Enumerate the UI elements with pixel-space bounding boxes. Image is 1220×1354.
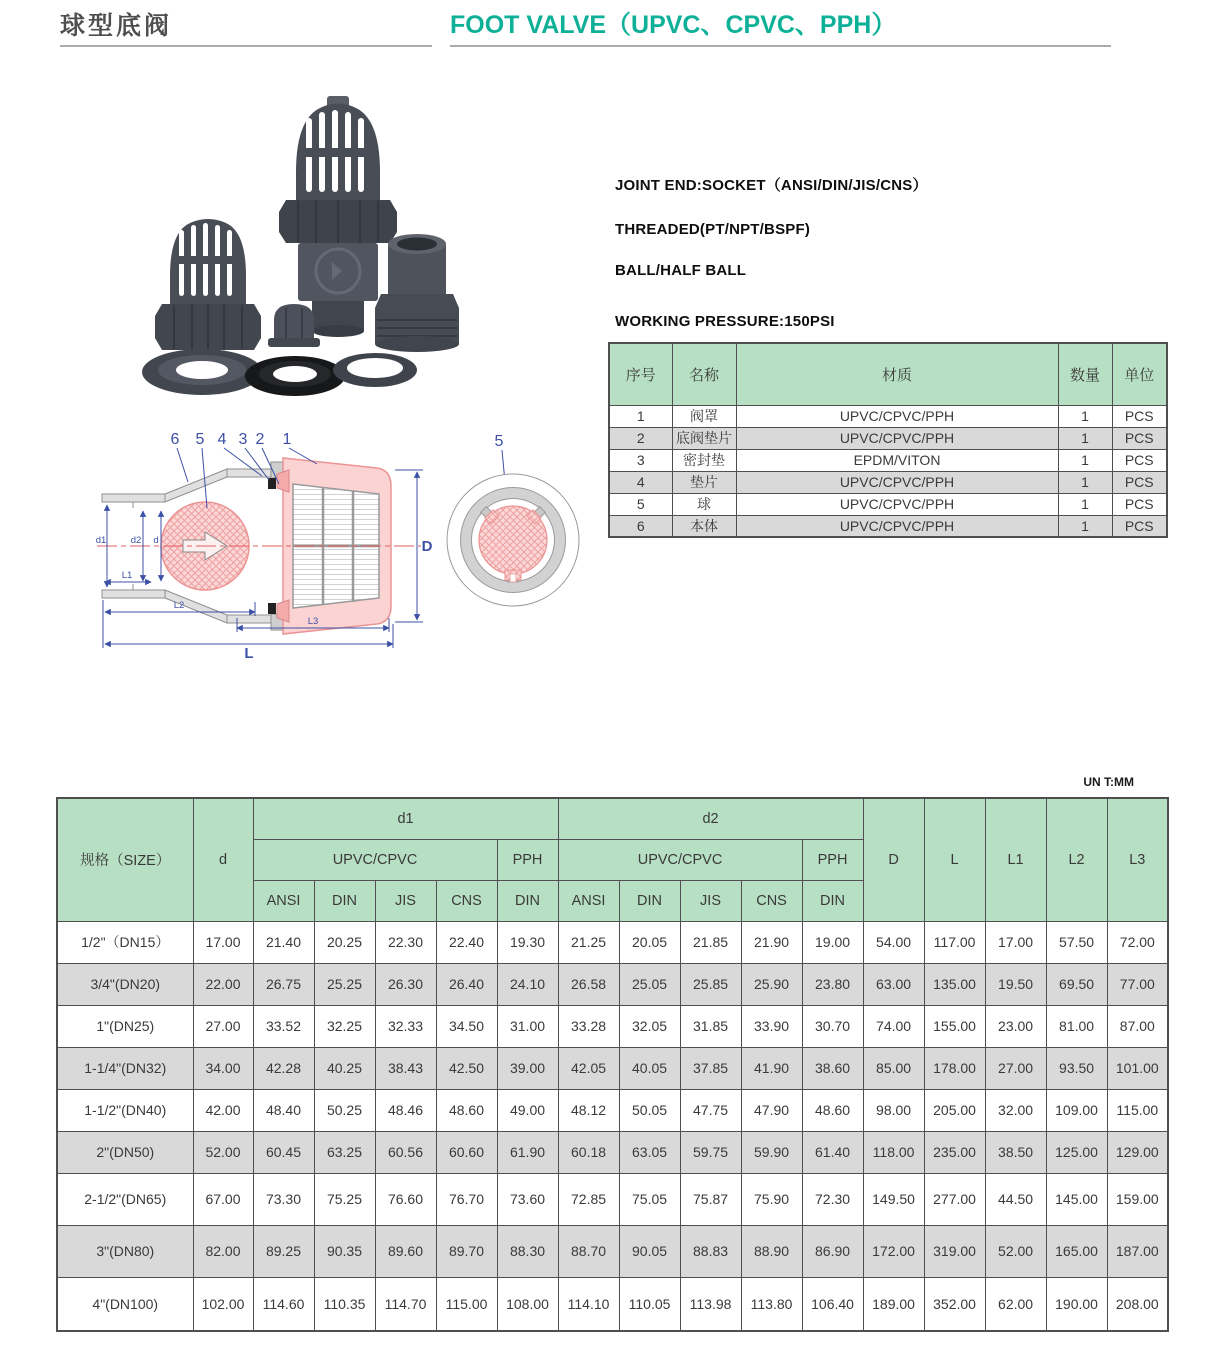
spec-joint-end: JOINT END:SOCKET（ANSI/DIN/JIS/CNS） [615,177,928,194]
dims-d1-pph-din: DIN [497,880,558,921]
table-cell: 62.00 [985,1277,1046,1331]
table-cell: 32.00 [985,1089,1046,1131]
table-cell: 17.00 [193,921,253,963]
table-cell: 81.00 [1046,1005,1107,1047]
parts-table [608,342,1168,538]
table-cell: 24.10 [497,963,558,1005]
table-cell: 38.60 [802,1047,863,1089]
table-cell: 114.60 [253,1277,314,1331]
table-cell: UPVC/CPVC/PPH [736,493,1058,515]
table-cell: 113.98 [680,1277,741,1331]
table-cell: 2 [609,427,672,449]
table-cell: 22.30 [375,921,436,963]
table-cell: 33.28 [558,1005,619,1047]
dims-d2-jis: JIS [680,880,741,921]
callout-4: 4 [217,431,227,448]
table-cell: PCS [1112,515,1167,537]
gaskets-illustration [142,349,417,396]
table-cell: 149.50 [863,1173,924,1225]
table-cell: 48.46 [375,1089,436,1131]
table-cell: 3"(DN80) [57,1225,193,1277]
small-strainer-illustration [155,219,261,350]
table-cell: 20.25 [314,921,375,963]
table-cell: 69.50 [1046,963,1107,1005]
table-cell: 27.00 [193,1005,253,1047]
table-cell: 113.80 [741,1277,802,1331]
table-cell: 208.00 [1107,1277,1168,1331]
table-cell: 42.28 [253,1047,314,1089]
table-cell: 61.40 [802,1131,863,1173]
table-row [609,405,1167,427]
table-cell: 82.00 [193,1225,253,1277]
table-cell: 2"(DN50) [57,1131,193,1173]
table-row [57,1131,1168,1173]
table-cell: 75.05 [619,1173,680,1225]
table-cell: 49.00 [497,1089,558,1131]
table-cell: 110.05 [619,1277,680,1331]
table-row [57,963,1168,1005]
spec-ball: BALL/HALF BALL [615,262,747,279]
table-cell: PCS [1112,427,1167,449]
table-cell: 87.00 [1107,1005,1168,1047]
table-cell: 40.25 [314,1047,375,1089]
table-cell: 47.90 [741,1089,802,1131]
parts-col-unit: 单位 [1112,343,1167,405]
table-cell: 2-1/2"(DN65) [57,1173,193,1225]
table-cell: 102.00 [193,1277,253,1331]
table-cell: 1-1/2"(DN40) [57,1089,193,1131]
table-cell: 110.35 [314,1277,375,1331]
dims-col-d: d [193,798,253,921]
table-cell: 42.05 [558,1047,619,1089]
table-cell: 109.00 [1046,1089,1107,1131]
table-cell: 球 [672,493,736,515]
dims-d2-cns: CNS [741,880,802,921]
dims-d1-cns: CNS [436,880,497,921]
table-cell: 85.00 [863,1047,924,1089]
table-cell: 86.90 [802,1225,863,1277]
table-cell: 23.80 [802,963,863,1005]
dims-d2-din: DIN [619,880,680,921]
table-cell: 47.75 [680,1089,741,1131]
table-cell: 114.10 [558,1277,619,1331]
table-cell: 159.00 [1107,1173,1168,1225]
table-cell: 17.00 [985,921,1046,963]
table-cell: 阀罩 [672,405,736,427]
table-cell: 1 [1058,493,1112,515]
table-cell: 77.00 [1107,963,1168,1005]
table-cell: 88.70 [558,1225,619,1277]
parts-col-qty: 数量 [1058,343,1112,405]
table-cell: 172.00 [863,1225,924,1277]
dims-d1-jis: JIS [375,880,436,921]
table-cell: 33.90 [741,1005,802,1047]
table-cell: 48.60 [802,1089,863,1131]
table-cell: 59.90 [741,1131,802,1173]
table-cell: 21.90 [741,921,802,963]
spec-threaded: THREADED(PT/NPT/BSPF) [615,221,811,238]
table-cell: 165.00 [1046,1225,1107,1277]
dim-L: L [244,645,254,662]
table-cell: 25.25 [314,963,375,1005]
table-cell: 32.25 [314,1005,375,1047]
dims-col-L1: L1 [985,798,1046,921]
table-cell: 205.00 [924,1089,985,1131]
table-cell: 5 [609,493,672,515]
table-cell: 89.25 [253,1225,314,1277]
table-cell: 74.00 [863,1005,924,1047]
parts-header-row [609,343,1167,405]
table-cell: 3/4"(DN20) [57,963,193,1005]
callout-2: 2 [255,431,265,448]
end-view [447,474,579,606]
table-row [609,471,1167,493]
table-cell: 52.00 [193,1131,253,1173]
table-cell: 75.90 [741,1173,802,1225]
callout-6: 6 [170,431,180,448]
table-cell: UPVC/CPVC/PPH [736,405,1058,427]
table-cell: 93.50 [1046,1047,1107,1089]
table-cell: 19.50 [985,963,1046,1005]
dims-d2-pph-din: DIN [802,880,863,921]
dims-col-D: D [863,798,924,921]
table-cell: 44.50 [985,1173,1046,1225]
dims-d1-upvc: UPVC/CPVC [253,839,497,880]
dims-d2-upvc: UPVC/CPVC [558,839,802,880]
table-cell: 50.05 [619,1089,680,1131]
table-cell: 101.00 [1107,1047,1168,1089]
table-cell: 52.00 [985,1225,1046,1277]
spec-working-pressure: WORKING PRESSURE:150PSI [615,313,835,330]
page-title-en: FOOT VALVE（UPVC、CPVC、PPH） [450,11,897,39]
socket-adapter-illustration [375,234,459,352]
table-cell: 352.00 [924,1277,985,1331]
dim-d1: d1 [95,535,107,546]
table-cell: 59.75 [680,1131,741,1173]
title-underline-left [60,45,432,47]
table-cell: 1-1/4"(DN32) [57,1047,193,1089]
table-cell: 89.60 [375,1225,436,1277]
table-cell: PCS [1112,405,1167,427]
table-cell: 48.12 [558,1089,619,1131]
table-cell: 22.40 [436,921,497,963]
table-cell: 125.00 [1046,1131,1107,1173]
table-cell: 98.00 [863,1089,924,1131]
table-cell: 118.00 [863,1131,924,1173]
dims-d1-pph: PPH [497,839,558,880]
table-cell: 277.00 [924,1173,985,1225]
dims-col-L: L [924,798,985,921]
table-row [57,921,1168,963]
table-cell: 4 [609,471,672,493]
title-underline-right [450,45,1111,47]
table-cell: 41.90 [741,1047,802,1089]
table-cell: 155.00 [924,1005,985,1047]
table-cell: 1"(DN25) [57,1005,193,1047]
table-cell: 145.00 [1046,1173,1107,1225]
table-cell: 4"(DN100) [57,1277,193,1331]
table-cell: 189.00 [863,1277,924,1331]
table-cell: 42.00 [193,1089,253,1131]
table-cell: 34.50 [436,1005,497,1047]
table-cell: 1 [609,405,672,427]
table-cell: 19.00 [802,921,863,963]
table-cell: 235.00 [924,1131,985,1173]
table-cell: 117.00 [924,921,985,963]
table-cell: 25.05 [619,963,680,1005]
table-cell: 129.00 [1107,1131,1168,1173]
table-cell: 106.40 [802,1277,863,1331]
table-cell: 88.30 [497,1225,558,1277]
table-cell: 48.40 [253,1089,314,1131]
dim-L3: L3 [307,616,319,627]
table-cell: 38.43 [375,1047,436,1089]
table-cell: 32.33 [375,1005,436,1047]
table-cell: 26.75 [253,963,314,1005]
dims-group-d2: d2 [558,798,863,839]
dimensions-table [56,797,1169,1332]
table-cell: 20.05 [619,921,680,963]
table-cell: 88.83 [680,1225,741,1277]
table-cell: 1 [1058,471,1112,493]
table-cell: EPDM/VITON [736,449,1058,471]
table-cell: 76.60 [375,1173,436,1225]
table-cell: PCS [1112,471,1167,493]
dims-col-L3: L3 [1107,798,1168,921]
table-cell: UPVC/CPVC/PPH [736,427,1058,449]
unit-note: UN T:MM [1083,775,1134,789]
table-cell: 42.50 [436,1047,497,1089]
dims-header-row-1 [57,798,1168,839]
table-cell: 60.45 [253,1131,314,1173]
table-cell: 34.00 [193,1047,253,1089]
table-row [57,1173,1168,1225]
table-cell: 114.70 [375,1277,436,1331]
parts-col-material: 材质 [736,343,1058,405]
table-cell: 67.00 [193,1173,253,1225]
table-cell: 40.05 [619,1047,680,1089]
table-cell: PCS [1112,493,1167,515]
table-cell: 63.05 [619,1131,680,1173]
table-cell: 23.00 [985,1005,1046,1047]
table-cell: 89.70 [436,1225,497,1277]
dim-d: d [153,535,159,546]
table-cell: 108.00 [497,1277,558,1331]
table-cell: 39.00 [497,1047,558,1089]
table-cell: 31.00 [497,1005,558,1047]
table-cell: 115.00 [436,1277,497,1331]
table-cell: PCS [1112,449,1167,471]
table-cell: 底阀垫片 [672,427,736,449]
page-title-cn: 球型底阀 [60,12,173,40]
table-cell: 本体 [672,515,736,537]
table-cell: 135.00 [924,963,985,1005]
table-cell: 75.25 [314,1173,375,1225]
table-cell: 72.30 [802,1173,863,1225]
technical-drawing [55,412,605,680]
table-cell: 75.87 [680,1173,741,1225]
table-cell: 319.00 [924,1225,985,1277]
table-cell: 6 [609,515,672,537]
table-cell: 26.58 [558,963,619,1005]
dim-d2: d2 [130,535,142,546]
table-cell: 21.40 [253,921,314,963]
dims-d1-ansi: ANSI [253,880,314,921]
table-row [609,515,1167,537]
table-cell: UPVC/CPVC/PPH [736,515,1058,537]
table-row [609,427,1167,449]
table-cell: 90.05 [619,1225,680,1277]
callout-3: 3 [238,431,248,448]
table-cell: 25.90 [741,963,802,1005]
table-cell: 1/2"（DN15） [57,921,193,963]
table-cell: 61.90 [497,1131,558,1173]
table-cell: 30.70 [802,1005,863,1047]
table-cell: 33.52 [253,1005,314,1047]
product-photo [100,80,600,420]
table-cell: 90.35 [314,1225,375,1277]
table-cell: 32.05 [619,1005,680,1047]
table-cell: UPVC/CPVC/PPH [736,471,1058,493]
table-cell: 21.25 [558,921,619,963]
table-cell: 37.85 [680,1047,741,1089]
table-row [57,1005,1168,1047]
callout-endview-5: 5 [494,433,504,450]
dim-L2: L2 [173,600,185,611]
table-cell: 密封垫 [672,449,736,471]
parts-col-name: 名称 [672,343,736,405]
table-cell: 54.00 [863,921,924,963]
table-row [57,1225,1168,1277]
table-cell: 57.50 [1046,921,1107,963]
table-cell: 178.00 [924,1047,985,1089]
table-cell: 76.70 [436,1173,497,1225]
table-cell: 73.60 [497,1173,558,1225]
table-cell: 60.56 [375,1131,436,1173]
table-row [57,1277,1168,1331]
parts-col-no: 序号 [609,343,672,405]
table-row [609,493,1167,515]
table-cell: 50.25 [314,1089,375,1131]
dim-D: D [421,538,433,555]
table-cell: 88.90 [741,1225,802,1277]
dims-d2-pph: PPH [802,839,863,880]
callout-5: 5 [195,431,205,448]
table-cell: 26.30 [375,963,436,1005]
table-cell: 63.25 [314,1131,375,1173]
table-row [57,1089,1168,1131]
table-cell: 48.60 [436,1089,497,1131]
table-cell: 1 [1058,515,1112,537]
table-cell: 1 [1058,449,1112,471]
dims-d1-din: DIN [314,880,375,921]
table-cell: 72.85 [558,1173,619,1225]
table-cell: 25.85 [680,963,741,1005]
table-cell: 1 [1058,405,1112,427]
table-cell: 3 [609,449,672,471]
callout-1: 1 [282,431,292,448]
table-cell: 73.30 [253,1173,314,1225]
table-cell: 38.50 [985,1131,1046,1173]
table-cell: 190.00 [1046,1277,1107,1331]
table-cell: 63.00 [863,963,924,1005]
table-cell: 26.40 [436,963,497,1005]
table-cell: 21.85 [680,921,741,963]
table-cell: 60.18 [558,1131,619,1173]
dim-L1: L1 [121,570,133,581]
table-row [609,449,1167,471]
table-cell: 22.00 [193,963,253,1005]
dims-d2-ansi: ANSI [558,880,619,921]
table-cell: 19.30 [497,921,558,963]
table-cell: 27.00 [985,1047,1046,1089]
table-cell: 72.00 [1107,921,1168,963]
table-cell: 115.00 [1107,1089,1168,1131]
table-cell: 31.85 [680,1005,741,1047]
table-cell: 60.60 [436,1131,497,1173]
table-cell: 187.00 [1107,1225,1168,1277]
dims-group-d1: d1 [253,798,558,839]
table-row [57,1047,1168,1089]
dims-col-L2: L2 [1046,798,1107,921]
table-cell: 垫片 [672,471,736,493]
dims-col-size: 规格（SIZE） [57,798,193,921]
table-cell: 1 [1058,427,1112,449]
